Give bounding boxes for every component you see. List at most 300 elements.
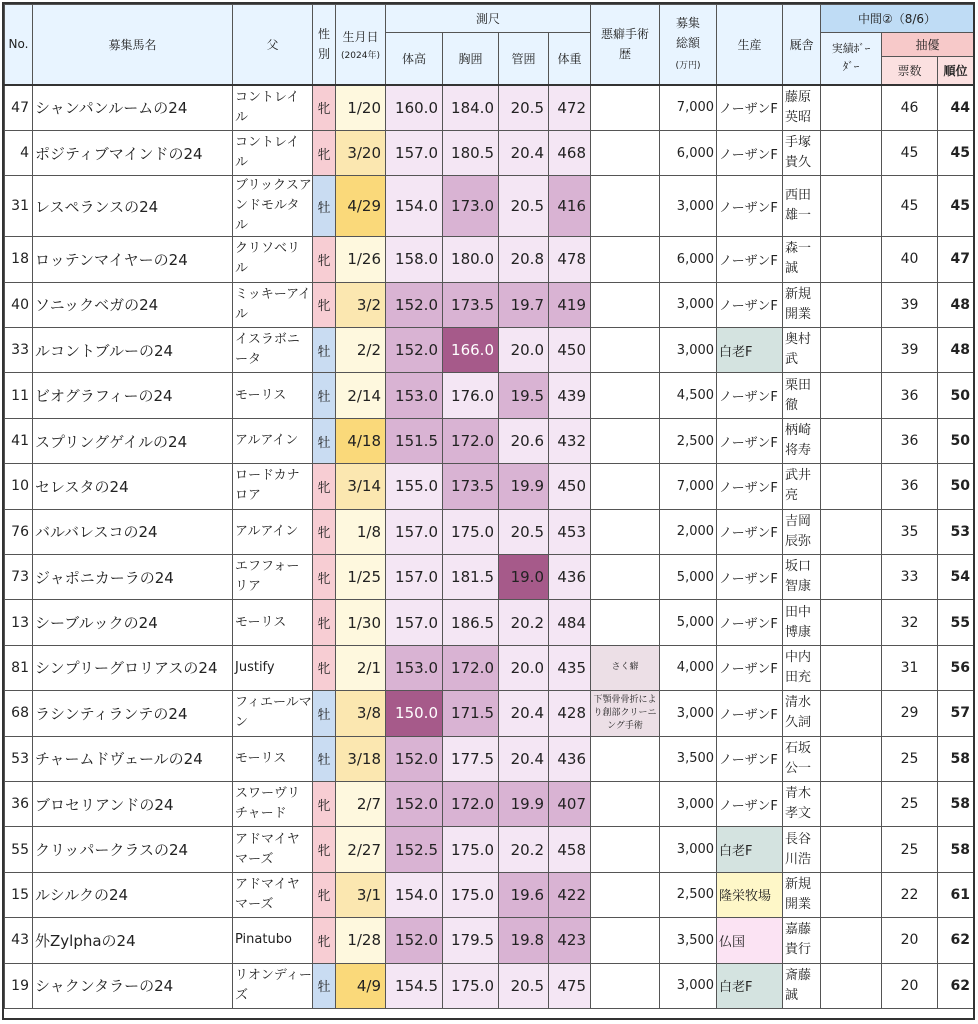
row-border bbox=[821, 827, 882, 872]
row-birthdate: 2/14 bbox=[336, 373, 386, 418]
row-sire: モーリス bbox=[233, 736, 313, 781]
row-weight: 450 bbox=[549, 328, 591, 373]
table-body bbox=[5, 85, 974, 1009]
row-sire: フィエールマン bbox=[233, 691, 313, 736]
row-horse-name: スプリングゲイルの24 bbox=[33, 418, 233, 463]
header-trainer: 厩舎 bbox=[783, 5, 821, 85]
row-votes: 25 bbox=[882, 736, 938, 781]
table-row[interactable] bbox=[5, 418, 974, 463]
row-horse-name: ルコントブルーの24 bbox=[33, 328, 233, 373]
row-rank: 50 bbox=[938, 373, 974, 418]
row-farm: ノーザンF bbox=[717, 736, 783, 781]
horse-table-container bbox=[2, 2, 975, 1020]
row-birthdate: 3/8 bbox=[336, 691, 386, 736]
row-horse-name: シャンパンルームの24 bbox=[33, 85, 233, 131]
row-farm: ノーザンF bbox=[717, 781, 783, 826]
row-border bbox=[821, 781, 882, 826]
row-total: 2,500 bbox=[660, 418, 717, 463]
row-weight: 453 bbox=[549, 509, 591, 554]
row-sex: 牡 bbox=[313, 963, 336, 1008]
row-trainer: 中内田充 bbox=[783, 645, 821, 690]
table-row[interactable] bbox=[5, 509, 974, 554]
row-total: 7,000 bbox=[660, 464, 717, 509]
row-votes: 35 bbox=[882, 509, 938, 554]
row-weight: 472 bbox=[549, 85, 591, 131]
row-chest: 179.5 bbox=[443, 918, 499, 963]
row-horse-name: ラシンティランテの24 bbox=[33, 691, 233, 736]
row-cannon: 20.5 bbox=[499, 963, 549, 1008]
row-birthdate: 3/20 bbox=[336, 130, 386, 175]
row-total: 3,000 bbox=[660, 827, 717, 872]
row-votes: 33 bbox=[882, 555, 938, 600]
row-no: 11 bbox=[5, 373, 33, 418]
row-no: 33 bbox=[5, 328, 33, 373]
row-sex: 牝 bbox=[313, 85, 336, 131]
row-farm: ノーザンF bbox=[717, 176, 783, 237]
row-surgery bbox=[591, 918, 660, 963]
row-sex: 牝 bbox=[313, 282, 336, 327]
row-chest: 177.5 bbox=[443, 736, 499, 781]
row-votes: 36 bbox=[882, 464, 938, 509]
row-sire: モーリス bbox=[233, 600, 313, 645]
row-trainer: 武井亮 bbox=[783, 464, 821, 509]
row-farm: ノーザンF bbox=[717, 418, 783, 463]
row-sire: Justify bbox=[233, 645, 313, 690]
row-border bbox=[821, 555, 882, 600]
row-rank: 62 bbox=[938, 918, 974, 963]
row-horse-name: ジャポニカーラの24 bbox=[33, 555, 233, 600]
row-sex: 牝 bbox=[313, 872, 336, 917]
row-border bbox=[821, 176, 882, 237]
row-farm: ノーザンF bbox=[717, 85, 783, 131]
row-sire: ブリックスアンドモルタル bbox=[233, 176, 313, 237]
row-border bbox=[821, 237, 882, 282]
row-height: 155.0 bbox=[386, 464, 443, 509]
row-no: 55 bbox=[5, 827, 33, 872]
row-surgery bbox=[591, 872, 660, 917]
row-chest: 171.5 bbox=[443, 691, 499, 736]
row-surgery: 下顎骨骨折により創部クリーニング手術 bbox=[591, 691, 660, 736]
row-sire: Pinatubo bbox=[233, 918, 313, 963]
row-sex: 牝 bbox=[313, 781, 336, 826]
row-cannon: 19.6 bbox=[499, 872, 549, 917]
header-surgery bbox=[591, 5, 660, 85]
row-total: 3,000 bbox=[660, 282, 717, 327]
row-height: 152.0 bbox=[386, 918, 443, 963]
row-cannon: 19.7 bbox=[499, 282, 549, 327]
row-no: 13 bbox=[5, 600, 33, 645]
row-sire: アドマイヤマーズ bbox=[233, 827, 313, 872]
row-farm: ノーザンF bbox=[717, 600, 783, 645]
row-votes: 40 bbox=[882, 237, 938, 282]
row-total: 6,000 bbox=[660, 130, 717, 175]
row-no: 40 bbox=[5, 282, 33, 327]
row-horse-name: ポジティブマインドの24 bbox=[33, 130, 233, 175]
row-farm: ノーザンF bbox=[717, 130, 783, 175]
row-votes: 32 bbox=[882, 600, 938, 645]
row-chest: 186.5 bbox=[443, 600, 499, 645]
row-height: 157.0 bbox=[386, 509, 443, 554]
row-trainer: 長谷川浩 bbox=[783, 827, 821, 872]
row-cannon: 19.0 bbox=[499, 555, 549, 600]
row-votes: 25 bbox=[882, 781, 938, 826]
table-row[interactable] bbox=[5, 736, 974, 781]
row-votes: 22 bbox=[882, 872, 938, 917]
row-farm: 仏国 bbox=[717, 918, 783, 963]
header-birthdate-note: (2024年) bbox=[341, 50, 380, 61]
row-sire: アルアイン bbox=[233, 509, 313, 554]
row-sire: イスラボニータ bbox=[233, 328, 313, 373]
row-sire: モーリス bbox=[233, 373, 313, 418]
row-border bbox=[821, 872, 882, 917]
row-trainer: 新規開業 bbox=[783, 872, 821, 917]
row-surgery bbox=[591, 963, 660, 1008]
row-horse-name: ルシルクの24 bbox=[33, 872, 233, 917]
row-birthdate: 2/2 bbox=[336, 328, 386, 373]
row-rank: 50 bbox=[938, 464, 974, 509]
row-total: 3,000 bbox=[660, 328, 717, 373]
row-trainer: 栗田徹 bbox=[783, 373, 821, 418]
row-border bbox=[821, 691, 882, 736]
row-no: 47 bbox=[5, 85, 33, 131]
row-height: 154.0 bbox=[386, 872, 443, 917]
header-measure-group: 測尺 bbox=[386, 5, 591, 33]
row-votes: 46 bbox=[882, 85, 938, 131]
row-weight: 419 bbox=[549, 282, 591, 327]
row-chest: 173.5 bbox=[443, 464, 499, 509]
row-total: 2,500 bbox=[660, 872, 717, 917]
row-border bbox=[821, 963, 882, 1008]
row-votes: 45 bbox=[882, 176, 938, 237]
row-sire: スワーヴリチャード bbox=[233, 781, 313, 826]
header-total-unit: (万円) bbox=[675, 60, 701, 71]
table-row[interactable] bbox=[5, 176, 974, 237]
row-horse-name: シャクンタラーの24 bbox=[33, 963, 233, 1008]
row-farm: ノーザンF bbox=[717, 282, 783, 327]
header-rank: 順位 bbox=[938, 57, 974, 85]
row-sire: クリソベリル bbox=[233, 237, 313, 282]
table-row[interactable] bbox=[5, 827, 974, 872]
row-height: 153.0 bbox=[386, 645, 443, 690]
row-farm: 白老F bbox=[717, 963, 783, 1008]
row-horse-name: クリッパークラスの24 bbox=[33, 827, 233, 872]
row-no: 53 bbox=[5, 736, 33, 781]
row-total: 4,500 bbox=[660, 373, 717, 418]
row-chest: 180.0 bbox=[443, 237, 499, 282]
row-sire: コントレイル bbox=[233, 130, 313, 175]
header-sire: 父 bbox=[233, 5, 313, 85]
row-votes: 45 bbox=[882, 130, 938, 175]
row-cannon: 20.2 bbox=[499, 600, 549, 645]
row-no: 73 bbox=[5, 555, 33, 600]
row-total: 3,500 bbox=[660, 918, 717, 963]
row-chest: 175.0 bbox=[443, 827, 499, 872]
row-border bbox=[821, 418, 882, 463]
row-height: 151.5 bbox=[386, 418, 443, 463]
table-row[interactable] bbox=[5, 555, 974, 600]
row-horse-name: 外Zylphaの24 bbox=[33, 918, 233, 963]
row-height: 150.0 bbox=[386, 691, 443, 736]
row-birthdate: 3/18 bbox=[336, 736, 386, 781]
row-cannon: 20.5 bbox=[499, 176, 549, 237]
row-farm: ノーザンF bbox=[717, 373, 783, 418]
table-row[interactable] bbox=[5, 328, 974, 373]
row-birthdate: 1/28 bbox=[336, 918, 386, 963]
row-cannon: 20.4 bbox=[499, 691, 549, 736]
row-border bbox=[821, 645, 882, 690]
row-sire: エフフォーリア bbox=[233, 555, 313, 600]
row-birthdate: 3/1 bbox=[336, 872, 386, 917]
row-surgery bbox=[591, 282, 660, 327]
row-birthdate: 4/9 bbox=[336, 963, 386, 1008]
row-sex: 牡 bbox=[313, 176, 336, 237]
row-chest: 175.0 bbox=[443, 963, 499, 1008]
row-height: 157.0 bbox=[386, 555, 443, 600]
row-votes: 20 bbox=[882, 963, 938, 1008]
row-sire: アドマイヤマーズ bbox=[233, 872, 313, 917]
row-farm: ノーザンF bbox=[717, 237, 783, 282]
row-horse-name: チャームドヴェールの24 bbox=[33, 736, 233, 781]
row-trainer: 藤原英昭 bbox=[783, 85, 821, 131]
row-horse-name: バルバレスコの24 bbox=[33, 509, 233, 554]
row-surgery bbox=[591, 736, 660, 781]
header-farm: 生産 bbox=[717, 5, 783, 85]
row-trainer: 柄崎将寿 bbox=[783, 418, 821, 463]
row-weight: 416 bbox=[549, 176, 591, 237]
row-sire: コントレイル bbox=[233, 85, 313, 131]
table-row[interactable] bbox=[5, 600, 974, 645]
row-cannon: 20.4 bbox=[499, 736, 549, 781]
row-chest: 181.5 bbox=[443, 555, 499, 600]
row-height: 154.5 bbox=[386, 963, 443, 1008]
table-row[interactable] bbox=[5, 963, 974, 1008]
row-birthdate: 1/30 bbox=[336, 600, 386, 645]
row-sex: 牡 bbox=[313, 373, 336, 418]
header-total-label: 募集総額 bbox=[676, 15, 701, 50]
row-rank: 48 bbox=[938, 282, 974, 327]
row-rank: 61 bbox=[938, 872, 974, 917]
header-birthdate-label: 生月日 bbox=[342, 29, 379, 44]
row-no: 41 bbox=[5, 418, 33, 463]
table-row[interactable] bbox=[5, 237, 974, 282]
table-row[interactable] bbox=[5, 918, 974, 963]
row-height: 152.0 bbox=[386, 328, 443, 373]
row-sire: ロードカナロア bbox=[233, 464, 313, 509]
row-farm: 隆栄牧場 bbox=[717, 872, 783, 917]
row-height: 153.0 bbox=[386, 373, 443, 418]
row-weight: 468 bbox=[549, 130, 591, 175]
row-votes: 29 bbox=[882, 691, 938, 736]
row-trainer: 新規開業 bbox=[783, 282, 821, 327]
row-birthdate: 1/20 bbox=[336, 85, 386, 131]
row-sex: 牝 bbox=[313, 827, 336, 872]
table-row[interactable] bbox=[5, 85, 974, 131]
row-surgery: さく癖 bbox=[591, 645, 660, 690]
row-farm: ノーザンF bbox=[717, 645, 783, 690]
row-weight: 436 bbox=[549, 736, 591, 781]
row-sire: アルアイン bbox=[233, 418, 313, 463]
row-chest: 172.0 bbox=[443, 645, 499, 690]
row-rank: 48 bbox=[938, 328, 974, 373]
table-row[interactable] bbox=[5, 691, 974, 736]
row-horse-name: シンプリーグロリアスの24 bbox=[33, 645, 233, 690]
row-no: 76 bbox=[5, 509, 33, 554]
row-border bbox=[821, 130, 882, 175]
row-horse-name: ソニックベガの24 bbox=[33, 282, 233, 327]
row-no: 68 bbox=[5, 691, 33, 736]
row-sex: 牝 bbox=[313, 555, 336, 600]
header-surgery-label: 悪癖手術歴 bbox=[601, 27, 650, 62]
row-height: 154.0 bbox=[386, 176, 443, 237]
row-horse-name: セレスタの24 bbox=[33, 464, 233, 509]
row-votes: 31 bbox=[882, 645, 938, 690]
row-trainer: 斎藤誠 bbox=[783, 963, 821, 1008]
row-total: 3,000 bbox=[660, 963, 717, 1008]
row-trainer: 清水久詞 bbox=[783, 691, 821, 736]
row-rank: 50 bbox=[938, 418, 974, 463]
table-row[interactable] bbox=[5, 130, 974, 175]
header-sex-label: 性別 bbox=[317, 27, 330, 62]
row-weight: 475 bbox=[549, 963, 591, 1008]
row-horse-name: ビオグラフィーの24 bbox=[33, 373, 233, 418]
row-weight: 458 bbox=[549, 827, 591, 872]
row-height: 157.0 bbox=[386, 600, 443, 645]
row-cannon: 20.2 bbox=[499, 827, 549, 872]
row-border bbox=[821, 373, 882, 418]
row-rank: 58 bbox=[938, 827, 974, 872]
row-weight: 407 bbox=[549, 781, 591, 826]
header-cannon: 管囲 bbox=[499, 33, 549, 85]
row-rank: 47 bbox=[938, 237, 974, 282]
row-no: 10 bbox=[5, 464, 33, 509]
row-weight: 436 bbox=[549, 555, 591, 600]
row-height: 160.0 bbox=[386, 85, 443, 131]
row-chest: 172.0 bbox=[443, 781, 499, 826]
row-height: 158.0 bbox=[386, 237, 443, 282]
row-cannon: 19.9 bbox=[499, 781, 549, 826]
row-trainer: 嘉藤貴行 bbox=[783, 918, 821, 963]
row-chest: 173.0 bbox=[443, 176, 499, 237]
row-horse-name: シーブルックの24 bbox=[33, 600, 233, 645]
row-surgery bbox=[591, 418, 660, 463]
row-sex: 牝 bbox=[313, 464, 336, 509]
row-weight: 423 bbox=[549, 918, 591, 963]
table-row[interactable] bbox=[5, 282, 974, 327]
table-row[interactable] bbox=[5, 373, 974, 418]
header-border-label: 実績ﾎﾞｰﾀﾞｰ bbox=[831, 42, 871, 74]
row-surgery bbox=[591, 464, 660, 509]
row-border bbox=[821, 918, 882, 963]
row-sex: 牡 bbox=[313, 418, 336, 463]
row-chest: 166.0 bbox=[443, 328, 499, 373]
row-weight: 439 bbox=[549, 373, 591, 418]
row-farm: ノーザンF bbox=[717, 464, 783, 509]
row-birthdate: 1/25 bbox=[336, 555, 386, 600]
row-height: 152.0 bbox=[386, 282, 443, 327]
row-surgery bbox=[591, 600, 660, 645]
row-no: 19 bbox=[5, 963, 33, 1008]
row-surgery bbox=[591, 781, 660, 826]
row-height: 157.0 bbox=[386, 130, 443, 175]
row-border bbox=[821, 328, 882, 373]
row-trainer: 奥村武 bbox=[783, 328, 821, 373]
row-birthdate: 4/18 bbox=[336, 418, 386, 463]
row-birthdate: 2/1 bbox=[336, 645, 386, 690]
row-surgery bbox=[591, 827, 660, 872]
row-chest: 176.0 bbox=[443, 373, 499, 418]
row-sex: 牡 bbox=[313, 328, 336, 373]
row-trainer: 坂口智康 bbox=[783, 555, 821, 600]
row-cannon: 19.9 bbox=[499, 464, 549, 509]
row-surgery bbox=[591, 85, 660, 131]
row-total: 3,000 bbox=[660, 781, 717, 826]
table-row[interactable] bbox=[5, 464, 974, 509]
table-row[interactable] bbox=[5, 781, 974, 826]
row-total: 2,000 bbox=[660, 509, 717, 554]
row-no: 36 bbox=[5, 781, 33, 826]
row-horse-name: ロッテンマイヤーの24 bbox=[33, 237, 233, 282]
row-total: 3,000 bbox=[660, 176, 717, 237]
row-surgery bbox=[591, 509, 660, 554]
row-rank: 56 bbox=[938, 645, 974, 690]
row-surgery bbox=[591, 176, 660, 237]
row-rank: 58 bbox=[938, 736, 974, 781]
row-cannon: 20.5 bbox=[499, 85, 549, 131]
row-weight: 428 bbox=[549, 691, 591, 736]
header-sex bbox=[313, 5, 336, 85]
header-no: No. bbox=[5, 5, 33, 85]
row-chest: 180.5 bbox=[443, 130, 499, 175]
row-surgery bbox=[591, 328, 660, 373]
row-rank: 55 bbox=[938, 600, 974, 645]
table-row[interactable] bbox=[5, 645, 974, 690]
row-votes: 36 bbox=[882, 373, 938, 418]
row-birthdate: 2/27 bbox=[336, 827, 386, 872]
row-horse-name: ブロセリアンドの24 bbox=[33, 781, 233, 826]
row-votes: 39 bbox=[882, 328, 938, 373]
row-sire: リオンディーズ bbox=[233, 963, 313, 1008]
row-border bbox=[821, 464, 882, 509]
row-sex: 牝 bbox=[313, 645, 336, 690]
row-sex: 牡 bbox=[313, 736, 336, 781]
row-weight: 435 bbox=[549, 645, 591, 690]
row-weight: 422 bbox=[549, 872, 591, 917]
row-rank: 44 bbox=[938, 85, 974, 131]
table-row[interactable] bbox=[5, 872, 974, 917]
row-farm: ノーザンF bbox=[717, 509, 783, 554]
row-height: 152.5 bbox=[386, 827, 443, 872]
row-cannon: 20.8 bbox=[499, 237, 549, 282]
row-sex: 牝 bbox=[313, 918, 336, 963]
header-height: 体高 bbox=[386, 33, 443, 85]
header-border bbox=[821, 33, 882, 85]
row-sex: 牝 bbox=[313, 237, 336, 282]
row-votes: 39 bbox=[882, 282, 938, 327]
row-total: 5,000 bbox=[660, 555, 717, 600]
row-rank: 57 bbox=[938, 691, 974, 736]
row-cannon: 20.4 bbox=[499, 130, 549, 175]
row-no: 4 bbox=[5, 130, 33, 175]
row-weight: 478 bbox=[549, 237, 591, 282]
row-cannon: 20.0 bbox=[499, 645, 549, 690]
row-weight: 450 bbox=[549, 464, 591, 509]
row-rank: 62 bbox=[938, 963, 974, 1008]
row-no: 18 bbox=[5, 237, 33, 282]
row-sire: ミッキーアイル bbox=[233, 282, 313, 327]
row-rank: 45 bbox=[938, 176, 974, 237]
row-surgery bbox=[591, 555, 660, 600]
row-sex: 牝 bbox=[313, 130, 336, 175]
